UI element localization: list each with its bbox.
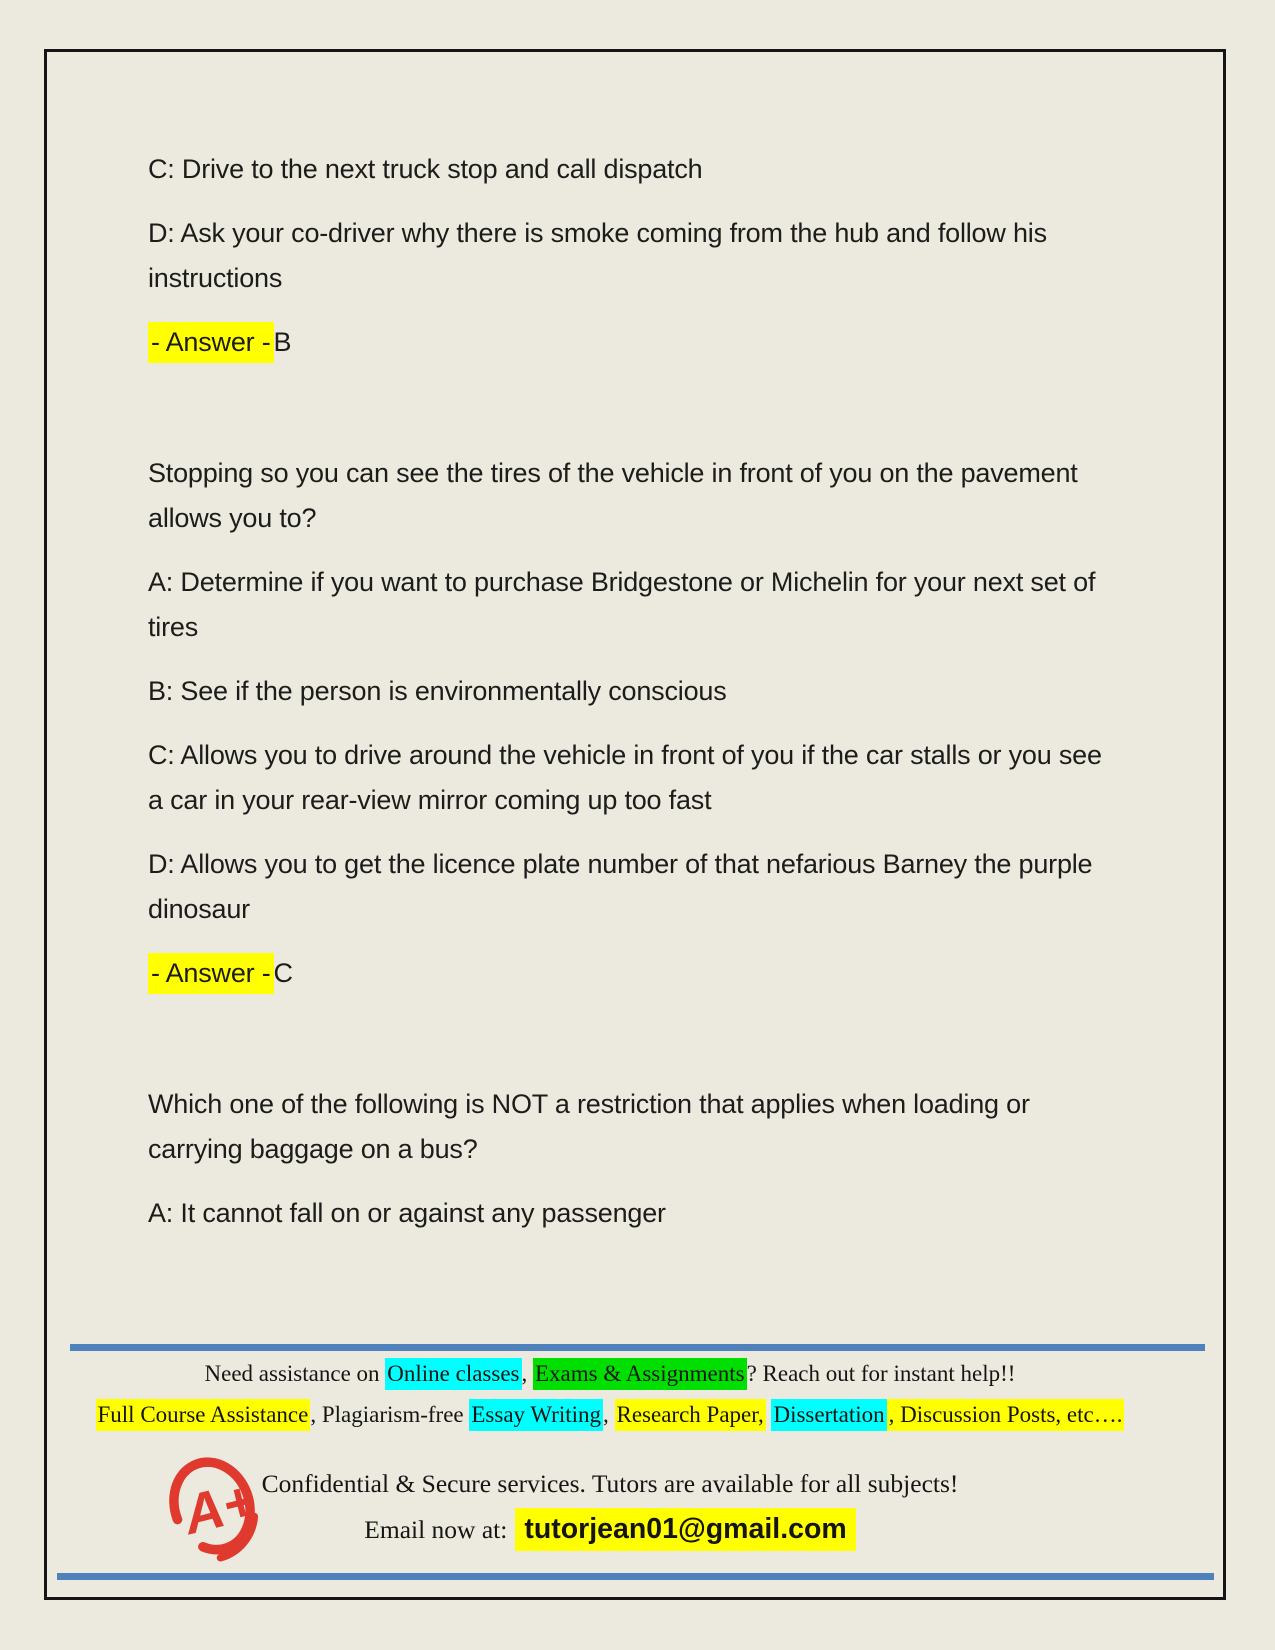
- question-text: Stopping so you can see the tires of the vehicle in front of you on the pavement allows you to?: [148, 458, 1078, 533]
- divider-line-top: [70, 1344, 1205, 1351]
- questions-section: [47, 52, 1183, 1236]
- footer-ad: [47, 1355, 1173, 1434]
- option-line-c: C: Drive to the next truck stop and call dispatch: [148, 154, 703, 184]
- ad-text: , Plagiarism-free: [310, 1402, 470, 1427]
- answer-line-1: [148, 320, 1103, 365]
- email-address: tutorjean01@gmail.com: [515, 1508, 855, 1551]
- option-line-d: D: Ask your co-driver why there is smoke coming from the hub and follow his instructions: [148, 218, 1047, 293]
- ad-highlight-online-classes: Online classes: [385, 1358, 521, 1390]
- ad-text: ,: [603, 1402, 615, 1427]
- document-page: [44, 49, 1226, 1600]
- ad-text: ,: [521, 1361, 533, 1386]
- ad-line-2: [47, 1396, 1173, 1434]
- option-line-d: D: Allows you to get the licence plate number of that nefarious Barney the purple dinosaur: [148, 849, 1093, 924]
- answer-highlight: - Answer -: [148, 953, 274, 994]
- answer-line-2: [148, 951, 1103, 996]
- footer-contact: [47, 1464, 1173, 1553]
- services-line: Confidential & Secure services. Tutors are available for all subjects!: [261, 1469, 959, 1498]
- ad-highlight-discussion-posts: , Discussion Posts, etc….: [887, 1399, 1125, 1431]
- ad-highlight-research-paper: Research Paper,: [615, 1399, 766, 1431]
- ad-line-1: [47, 1355, 1173, 1392]
- divider-line-bottom: [57, 1573, 1214, 1580]
- option-line-c: C: Allows you to drive around the vehicle in front of you if the car stalls or you see a car in your rear-view mirror coming up too fast: [148, 740, 1102, 815]
- option-line-b: B: See if the person is environmentally conscious: [148, 676, 727, 706]
- ad-highlight-essay-writing: Essay Writing: [469, 1399, 603, 1431]
- email-line: [47, 1506, 1173, 1553]
- svg-text:A+: A+: [177, 1468, 262, 1547]
- ad-highlight-exams-assignments: Exams & Assignments: [533, 1358, 747, 1390]
- ad-highlight-full-course: Full Course Assistance: [96, 1399, 311, 1431]
- option-line-a: A: Determine if you want to purchase Bridgestone or Michelin for your next set of tires: [148, 567, 1096, 642]
- email-label: Email now at:: [364, 1515, 508, 1544]
- ad-highlight-dissertation: Dissertation: [771, 1399, 886, 1431]
- question-text: Which one of the following is NOT a restriction that applies when loading or carrying baggage on a bus?: [148, 1089, 1030, 1164]
- option-line-a: A: It cannot fall on or against any passenger: [148, 1198, 666, 1228]
- answer-highlight: - Answer -: [148, 322, 274, 363]
- ad-text: Need assistance on: [204, 1361, 386, 1386]
- answer-letter: C: [273, 958, 293, 988]
- answer-letter: B: [273, 327, 292, 357]
- ad-text: ? Reach out for instant help!!: [746, 1361, 1016, 1386]
